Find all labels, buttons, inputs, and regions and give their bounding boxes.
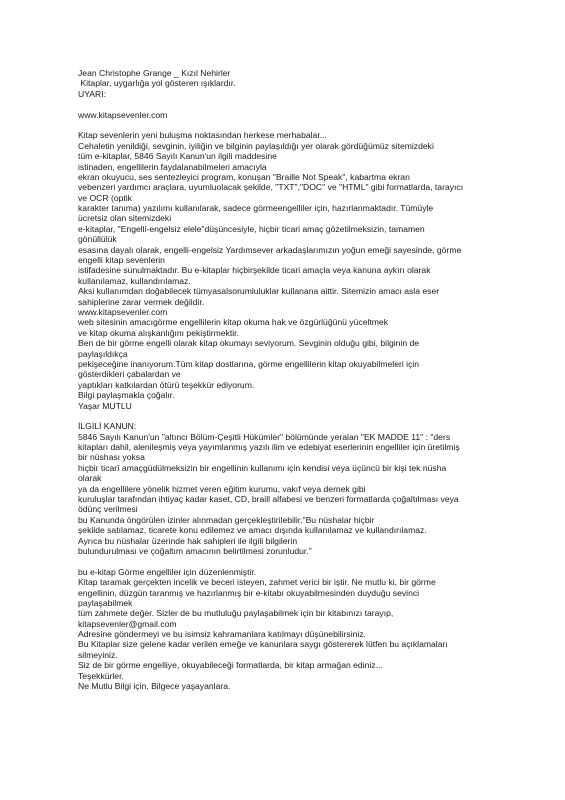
text-line: bulundurulması ve çoğaltım amacının belirtilmesi zorunludur.": [78, 545, 312, 556]
blank-line: [78, 120, 503, 130]
text-line: şekilde satılamaz, ticarete konu edilemez ve amacı dışında kullanılamaz ve kullandırılamaz.: [78, 525, 427, 536]
text-line: gönüllülük: [78, 234, 117, 245]
text-line: İLGİLİ KANUN:: [78, 421, 137, 432]
text-line: gösterdikleri çabalardan ve: [78, 369, 181, 380]
text-line: www.kitapsevenler.com: [78, 306, 168, 317]
text-line: 5846 Sayılı Kanun'un "altıncı Bölüm-Çeşitli Hükümler" bölümünde yeralan "EK MADDE 11" : "ders: [78, 431, 451, 442]
text-line: bu Kanunda öngörülen izinler alınmadan gerçekleştirilebilir."Bu nüshalar hiçbir: [78, 514, 375, 525]
text-line: esasına dayalı olarak, engelli-engelsiz Yardımsever arkadaşlarımızın yoğun emeği sayesinde, görme: [78, 244, 462, 255]
text-line: Jean Christophe Grange _ Kızıl Nehirler: [78, 68, 231, 78]
text-line: Ne Mutlu Bilgi için, Bilgece yaşayanlara.: [78, 681, 231, 692]
text-line: ödünç verilmesi: [78, 504, 138, 515]
text-line: istinaden, engellilerin faydalanabilmeleri amacıyla: [78, 161, 267, 172]
text-line: olarak: [78, 473, 102, 484]
text-line: Teşekkürler.: [78, 670, 124, 681]
text-line: kuruluşlar tarafından ihtiyaç kadar kaset, CD, braill alfabesi ve benzeri formatlarda çoğaltılması veya: [78, 494, 459, 505]
text-line: ekran okuyucu, ses sentezleyici program, konuşan "Braille Not Speak", kabartma ekran: [78, 171, 410, 182]
text-line: pekişeceğine inanıyorum.Tüm kitap dostlarına, görme engellilerin kitap okuyabilmeleri için: [78, 358, 420, 369]
text-line: kullanılamaz, kullandırılamaz.: [78, 275, 191, 286]
text-line: engellinin, düzgün taranmış ve hazırlanmış bir e-kitabı okuyabilmesinden duyduğu sevinci: [78, 587, 420, 598]
text-line: ve kitap okuma alışkanlığını pekiştirmektir.: [78, 327, 239, 338]
text-line: Kitaplar, uygarlığa yol gösteren ışıklardır.: [78, 78, 236, 89]
text-line: ya da engellilere yönelik hizmet veren eğitim kurumu, vakıf veya dernek gibi: [78, 483, 366, 494]
text-line: Kitap taramak gerçekten incelik ve beceri isteyen, zahmet verici bir iştir. Ne mutlu ki, bir görme: [78, 577, 436, 588]
text-line: Bu Kitaplar size gelene kadar verilen emeğe ve kanunlara saygı göstererek lütfen bu açıklamaları: [78, 639, 448, 650]
text-line: e-kitaplar, "Engelli-engelsiz elele"düşüncesiyle, hiçbir ticari amaç gözetilmeksizin, tamamen: [78, 223, 425, 234]
text-line: bir nüshası yoksa: [78, 452, 145, 463]
text-line: tüm zahmete değer. Sizler de bu mutluluğu paylaşabilmek için bir kitabınızı tarayıp,: [78, 608, 394, 619]
blank-line: [78, 99, 503, 109]
text-line: hiçbir ticarî amaçgüdülmeksizin bir engellinin kullanımı için kendisi veya üçüncü bir kişi tek nüsha: [78, 462, 447, 473]
text-line: Aksi kullanımdan doğabilecek tümyasalsorumluluklar kullanana aittir. Sitemizin amacı asla eser: [78, 286, 440, 297]
text-line: Ayrıca bu nüshalar üzerinde hak sahipleri ile ilgili bilgilerin: [78, 535, 298, 546]
text-line: ücretsiz olan sitemizdeki: [78, 213, 172, 224]
text-line: istifadesine sunulmaktadır. Bu e-kitaplar hiçbirşekilde ticari amaçla veya kanuna aykırı olarak: [78, 265, 431, 276]
blank-line: [78, 411, 503, 421]
document-page: [78, 68, 503, 691]
text-line: yaptıkları katkılardan ötürü teşekkür ediyorum.: [78, 379, 255, 390]
text-line: silmeyiniz.: [78, 649, 118, 660]
text-line: Ben de bir görme engelli olarak kitap okumayı seviyorum. Sevginin olduğu gibi, bilginin de: [78, 338, 420, 349]
text-line: Cehaletin yenildiği, sevginin, iyiliğin ve bilginin paylaşıldığı yer olarak gördüğümüz sitemizdeki: [78, 140, 434, 151]
text-line: Kitap sevenlerin yeni buluşma noktasından herkese merhabalar...: [78, 130, 327, 141]
text-line: engelli kitap sevenlerin: [78, 255, 165, 266]
text-line: UYARI:: [78, 88, 107, 99]
text-line: ve OCR (optik: [78, 192, 132, 203]
text-line: tüm e-kitaplar, 5846 Sayılı Kanun'un ilgili maddesine: [78, 151, 277, 162]
text-line: bu e-kitap Görme engelliler için düzenlenmiştir.: [78, 566, 257, 577]
text-line: kitapsevenler@gmail.com: [78, 618, 177, 629]
text-line: Adresine göndermeyi ve bu isimsiz kahramanlara katılmayı düşünebilirsiniz.: [78, 629, 367, 640]
text-line: vebenzeri yardımcı araçlara, uyumluolacak şekilde, "TXT","DOC" ve "HTML" gibi formatlarda, tarayıcı: [78, 182, 464, 193]
text-line: Bilgi paylaşmakla çoğalır.: [78, 390, 175, 401]
text-line: sahiplerine zarar vermek değildir.: [78, 296, 205, 307]
text-line: kitapları dahil, alenileşmiş veya yayımlanmış yazılı ilim ve edebiyat eserlerinin engelliler için üretilmiş: [78, 442, 460, 453]
text-line: web sitesinin amacıgörme engellilerin kitap okuma hak ve özgürlüğünü yüceltmek: [78, 317, 389, 328]
text-line: www.kitapsevenler.com: [78, 109, 168, 120]
text-line: Siz de bir görme engelliye, okuyabileceği formatlarda, bir kitap armağan ediniz...: [78, 660, 383, 671]
text-line: paylaşabilmek: [78, 597, 133, 608]
blank-line: [78, 556, 503, 566]
text-line: Yaşar MUTLU: [78, 400, 132, 411]
text-line: paylaşıldıkça: [78, 348, 128, 359]
text-line: karakter tanıma) yazılımı kullanılarak, sadece görmeengelliler için, hazırlanmaktadır. Tümüyle: [78, 203, 434, 214]
